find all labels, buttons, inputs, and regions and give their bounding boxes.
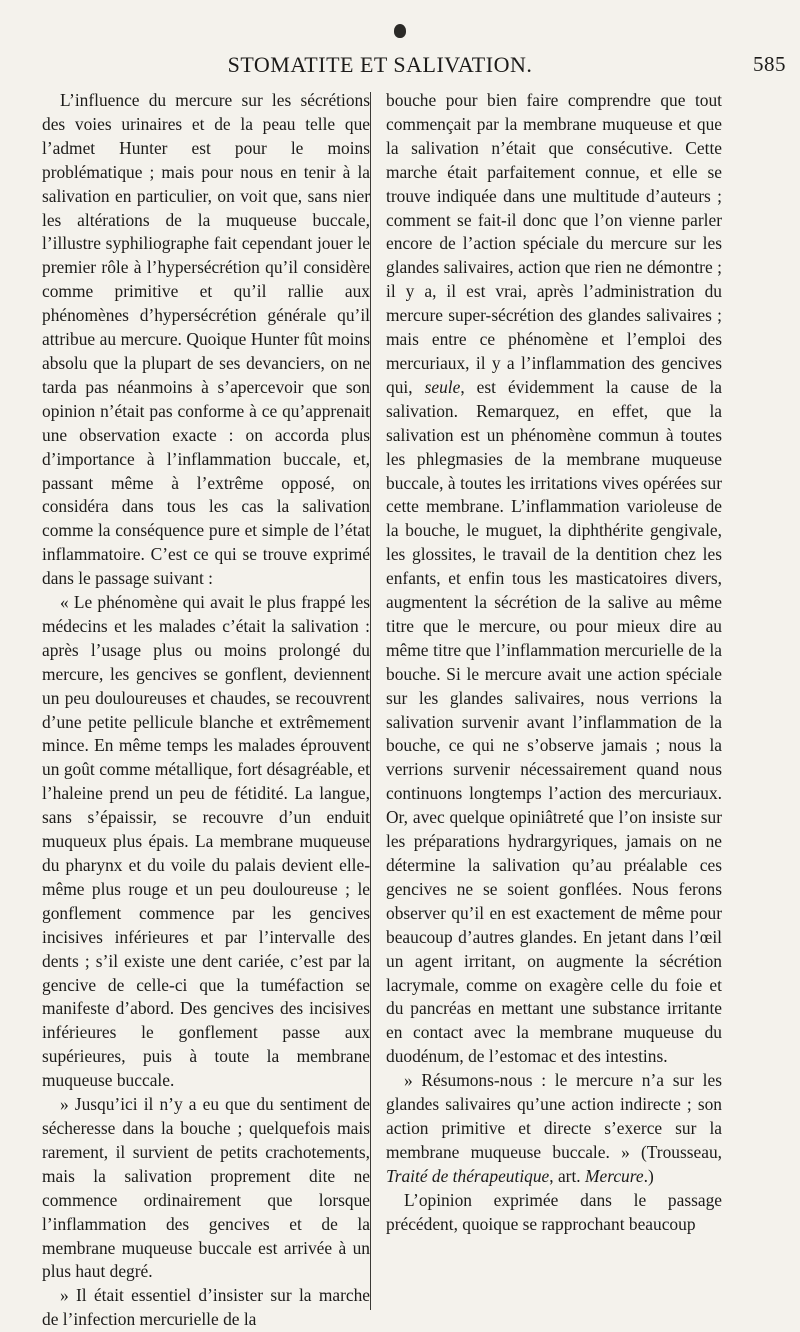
right-column [386,89,722,1237]
text-run: , est évidemment la cause de la salivation. Remarquez, en effet, que la salivation est un phénomène commun à toutes les phlegmasies de la membrane muqueuse buccale, à toutes les irritations vives opérées sur cette membrane. L’inflammation varioleuse de la bouche, le muguet, la diphthérite gengivale, les glossites, le travail de la dentition chez les enfants, et enfin tous les masticatoires divers, augmentent la sécrétion de la salive au même titre que le mercure, ou pour mieux dire au même titre que l’inflammation mercurielle de la bouche. Si le mercure avait une action spéciale sur les glandes salivaires, nous verrions la salivation survenir avant l’inflammation de la bouche, ce qui ne s’observe jamais ; nous la verrions survenir nécessairement quand nous continuons longtemps l’action des mercuriaux. Or, avec quelque opiniâtreté que l’on insiste sur les préparations hydrargyriques, jamais on ne détermine la salivation qu’au préalable ces gencives ne se soient gonflées. Nous ferons observer qu’il en est exactement de même pour beaucoup d’autres glandes. En jetant dans l’œil un agent irritant, on augmente la sécrétion lacrymale, comme on exagère celle du foie et du pancréas en mettant une substance irritante en contact avec la membrane muqueuse du duodénum, de l’estomac et des intestins. [386,376,722,1067]
italic-text: Traité de thérapeutique [386,1165,550,1186]
paragraph: « Le phénomène qui avait le plus frappé les médecins et les malades c’était la salivation : après l’usage plus ou moins prolongé du mercure, les gencives se gonflent, deviennent un peu douloureuses et chaudes, se recouvrent d’une petite pellicule blanche et extrêmement mince. En même temps les malades éprouvent un goût comme métallique, fort désagréable, et l’haleine prend un peu de fétidité. La langue, sans s’épaissir, se recouvre d’un enduit muqueux plus épais. La membrane muqueuse du pharynx et du voile du palais devient elle-même plus rouge et un peu douloureuse ; le gonflement commence par les gencives incisives inférieures et par l’intervalle des dents ; s’il existe une dent cariée, c’est par la gencive de celle-ci que la tuméfaction se manifeste d’abord. Des gencives des incisives inférieures le gonflement passe aux supérieures, puis à toute la membrane muqueuse buccale. [42,592,370,1091]
paragraph: » Jusqu’ici il n’y a eu que du sentiment de sécheresse dans la bouche ; quelquefois mais rarement, il survient de petits crachotements, mais la salivation proprement dite ne commence ordinairement que lorsque l’inflammation des gencives et de la membrane muqueuse buccale est arrivée à un plus haut degré. [42,1094,370,1282]
text-run: bouche pour bien faire comprendre que tout commençait par la membrane muqueuse et que la salivation n’était que consécutive. Cette marche était parfaitement connue, et elle se trouve indiquée dans une multitude d’auteurs ; comment se fait-il donc que l’on vienne parler encore de l’action spéciale du mercure sur les glandes salivaires, action que rien ne démontre ; il y a, il est vrai, après l’administration du mercure super-sécrétion des glandes salivaires ; mais entre ce phénomène et l’emploi des mercuriaux, il y a l’inflammation des gencives qui, [386,90,722,397]
paragraph: » Il était essentiel d’insister sur la marche de l’infection mercurielle de la [42,1285,370,1330]
text-run: » Résumons-nous : le mercure n’a sur les glandes salivaires qu’une action indirecte ; son action primitive et directe s’exerce sur la membrane muqueuse buccale. » (Trousseau, [386,1070,722,1162]
paragraph: L’influence du mercure sur les sécrétions des voies urinaires et de la peau telle que l’admet Hunter est pour le moins problématique ; mais pour nous en tenir à la salivation en particulier, on voit que, sans nier les altérations de la muqueuse buccale, l’illustre syphiliographe fait cependant jouer le premier rôle à l’hypersécrétion qu’il considère comme primitive et qu’il rallie aux phénomènes d’hypersécrétion générale qu’il attribue au mercure. Quoique Hunter fût moins absolu que la plupart de ses devanciers, on ne tarda pas néanmoins à s’apercevoir que son opinion n’était pas conforme à ce qu’apprenait une observation exacte : on accorda plus d’importance à l’inflammation buccale, et, passant même à l’extrême opposé, on considéra dans tous les cas la salivation comme la conséquence pure et simple de l’état inflammatoire. C’est ce qui se trouve exprimé dans le passage suivant : [42,90,370,589]
paragraph: L’opinion exprimée dans le passage précédent, quoique se rapprochant beaucoup [386,1189,722,1234]
page-number: 585 [753,52,786,76]
paragraph [386,89,722,1069]
italic-text: Mercure [585,1165,644,1186]
text-run: , art. [549,1165,581,1186]
column-divider [370,92,371,1310]
italic-text: seule [424,376,461,397]
paragraph [386,1069,722,1189]
running-title: STOMATITE ET SALIVATION. [227,52,533,77]
left-column [42,89,370,1332]
text-run: .) [643,1165,654,1186]
page-header [0,52,800,82]
printer-ornament-icon [394,24,406,38]
